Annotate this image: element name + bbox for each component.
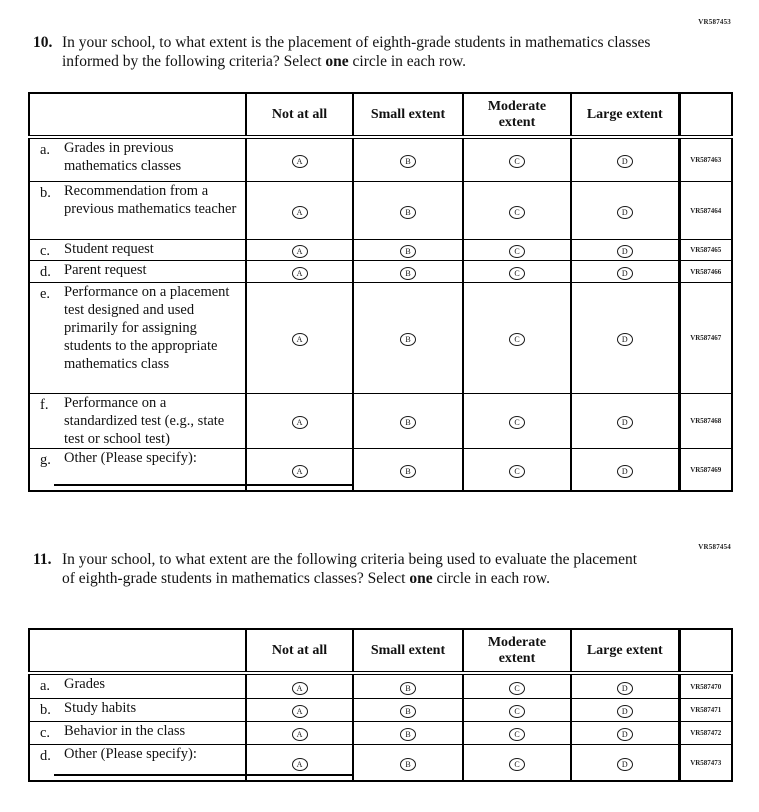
option-cell [353,394,463,449]
option-circle-b[interactable]: B [400,245,416,258]
row-vr-code: VR587468 [679,394,732,449]
option-cell [463,699,571,722]
option-circle-b[interactable]: B [400,705,416,718]
option-circle-a[interactable]: A [292,245,308,258]
option-circle-d[interactable]: D [617,416,633,429]
option-circle-b[interactable]: B [400,333,416,346]
row-label-cell [29,137,246,182]
option-cell [353,745,463,782]
option-circle-d[interactable]: D [617,728,633,741]
row-label: Study habits [64,700,137,716]
option-circle-a[interactable]: A [292,682,308,695]
option-circle-d[interactable]: D [617,155,633,168]
row-label-cell [29,261,246,283]
row-letter: b. [40,185,51,201]
row-label-cell [29,673,246,699]
option-cell [571,673,679,699]
table-row [29,137,732,182]
table-header-row [29,93,732,137]
row-label: Behavior in the class [64,723,186,739]
row-vr-code: VR587472 [679,722,732,745]
row-vr-code: VR587473 [679,745,732,782]
option-cell [353,137,463,182]
row-letter: d. [40,264,51,280]
option-cell [571,182,679,240]
option-cell [571,394,679,449]
question-11 [33,550,673,588]
option-cell [246,699,353,722]
row-vr-code: VR587471 [679,699,732,722]
row-label-cell [29,182,246,240]
option-circle-c[interactable]: C [509,465,525,478]
row-label-cell [29,449,246,492]
option-cell [353,699,463,722]
row-letter: c. [40,725,51,741]
table-row [29,673,732,699]
row-label: Other (Please specify): [64,746,197,762]
option-circle-a[interactable]: A [292,758,308,771]
question-10-text-part1: In your school, to what extent is the placement of eighth-grade students in mathematics classes informed by the following criteria? Select [62,34,651,70]
row-label: Parent request [64,262,147,278]
option-circle-c[interactable]: C [509,728,525,741]
option-cell [463,722,571,745]
option-cell [571,137,679,182]
table-row [29,261,732,283]
option-circle-d[interactable]: D [617,705,633,718]
row-letter: g. [40,452,51,468]
header-moderate-extent: Moderate extent [463,629,571,673]
option-cell [571,261,679,283]
vr-code-q11: VR587454 [698,543,731,551]
row-vr-code: VR587470 [679,673,732,699]
row-label-cell [29,394,246,449]
header-small-extent: Small extent [353,629,463,673]
other-specify-line[interactable] [54,774,354,776]
option-circle-b[interactable]: B [400,728,416,741]
option-cell [353,722,463,745]
option-circle-b[interactable]: B [400,465,416,478]
row-letter: b. [40,702,51,718]
row-vr-code: VR587466 [679,261,732,283]
header-empty-stub [29,629,246,673]
table-row [29,394,732,449]
option-circle-a[interactable]: A [292,416,308,429]
question-11-text-bold: one [409,570,433,587]
option-circle-b[interactable]: B [400,758,416,771]
option-circle-b[interactable]: B [400,206,416,219]
question-11-table [28,628,733,782]
option-circle-a[interactable]: A [292,728,308,741]
option-cell [353,261,463,283]
option-circle-c[interactable]: C [509,267,525,280]
header-empty-vr [679,629,732,673]
table-row [29,240,732,261]
table-row [29,699,732,722]
header-small-extent: Small extent [353,93,463,137]
option-circle-c[interactable]: C [509,245,525,258]
option-circle-d[interactable]: D [617,267,633,280]
table-row [29,283,732,394]
question-10-text [62,33,662,71]
option-cell [463,745,571,782]
table-row [29,182,732,240]
row-label: Performance on a standardized test (e.g., state test or school test) [64,395,225,447]
option-circle-c[interactable]: C [509,682,525,695]
row-letter: a. [40,142,51,158]
row-vr-code: VR587465 [679,240,732,261]
table-row [29,722,732,745]
option-cell [463,449,571,492]
question-10 [33,33,673,71]
option-circle-b[interactable]: B [400,416,416,429]
question-10-text-bold: one [325,53,349,70]
option-cell [571,283,679,394]
option-circle-c[interactable]: C [509,206,525,219]
row-label-cell [29,283,246,394]
question-10-table [28,92,733,492]
header-moderate-extent: Moderate extent [463,93,571,137]
question-11-text-part2: circle in each row. [432,570,550,587]
option-cell [463,673,571,699]
row-label-cell [29,699,246,722]
option-circle-c[interactable]: C [509,758,525,771]
option-circle-c[interactable]: C [509,155,525,168]
option-circle-b[interactable]: B [400,682,416,695]
question-11-text-part1: In your school, to what extent are the following criteria being used to evaluate the placement of eighth-grade students in mathematics classes? Select [62,551,638,587]
option-cell [353,283,463,394]
option-cell [246,240,353,261]
row-label: Other (Please specify): [64,450,197,466]
option-circle-d[interactable]: D [617,333,633,346]
row-vr-code: VR587467 [679,283,732,394]
row-label-cell [29,745,246,782]
header-large-extent: Large extent [571,629,679,673]
option-circle-d[interactable]: D [617,465,633,478]
other-specify-line[interactable] [54,484,354,486]
option-cell [353,673,463,699]
option-circle-d[interactable]: D [617,758,633,771]
row-vr-code: VR587469 [679,449,732,492]
row-letter: c. [40,243,51,259]
row-letter: a. [40,678,51,694]
option-cell [246,394,353,449]
question-11-number: 11. [33,551,52,568]
row-label: Student request [64,241,154,257]
option-circle-b[interactable]: B [400,267,416,280]
option-cell [246,283,353,394]
option-circle-a[interactable]: A [292,705,308,718]
option-circle-d[interactable]: D [617,682,633,695]
option-circle-d[interactable]: D [617,206,633,219]
row-letter: d. [40,748,51,764]
option-circle-c[interactable]: C [509,416,525,429]
row-label: Grades [64,676,106,692]
option-cell [463,240,571,261]
question-11-text [62,550,647,588]
option-circle-a[interactable]: A [292,155,308,168]
vr-code-q10: VR587453 [698,18,731,26]
option-cell [463,137,571,182]
table-row-other [29,745,732,782]
row-label: Recommendation from a previous mathematics teacher [64,183,237,217]
row-label-cell [29,240,246,261]
option-cell [353,182,463,240]
option-circle-c[interactable]: C [509,705,525,718]
option-circle-a[interactable]: A [292,206,308,219]
row-label: Performance on a placement test designed and used primarily for assigning students to the appropriate mathematics class [64,284,230,372]
option-cell [571,699,679,722]
option-cell [571,449,679,492]
option-cell [463,182,571,240]
option-circle-b[interactable]: B [400,155,416,168]
option-cell [571,722,679,745]
question-10-number: 10. [33,34,53,51]
row-label-cell [29,722,246,745]
option-circle-c[interactable]: C [509,333,525,346]
option-cell [463,283,571,394]
row-letter: f. [40,397,49,413]
option-cell [571,240,679,261]
header-not-at-all: Not at all [246,93,353,137]
header-not-at-all: Not at all [246,629,353,673]
row-letter: e. [40,286,51,302]
option-cell [571,745,679,782]
option-circle-d[interactable]: D [617,245,633,258]
question-10-text-part2: circle in each row. [348,53,467,70]
header-empty-stub [29,93,246,137]
option-cell [463,261,571,283]
option-cell [353,449,463,492]
header-large-extent: Large extent [571,93,679,137]
option-cell [246,182,353,240]
option-circle-a[interactable]: A [292,465,308,478]
option-cell [353,240,463,261]
row-vr-code: VR587464 [679,182,732,240]
option-cell [246,673,353,699]
option-circle-a[interactable]: A [292,267,308,280]
option-cell [246,261,353,283]
header-empty-vr [679,93,732,137]
row-label: Grades in previous mathematics classes [64,140,182,174]
option-circle-a[interactable]: A [292,333,308,346]
option-cell [246,722,353,745]
option-cell [463,394,571,449]
row-vr-code: VR587463 [679,137,732,182]
option-cell [246,137,353,182]
table-header-row [29,629,732,673]
table-row-other [29,449,732,492]
